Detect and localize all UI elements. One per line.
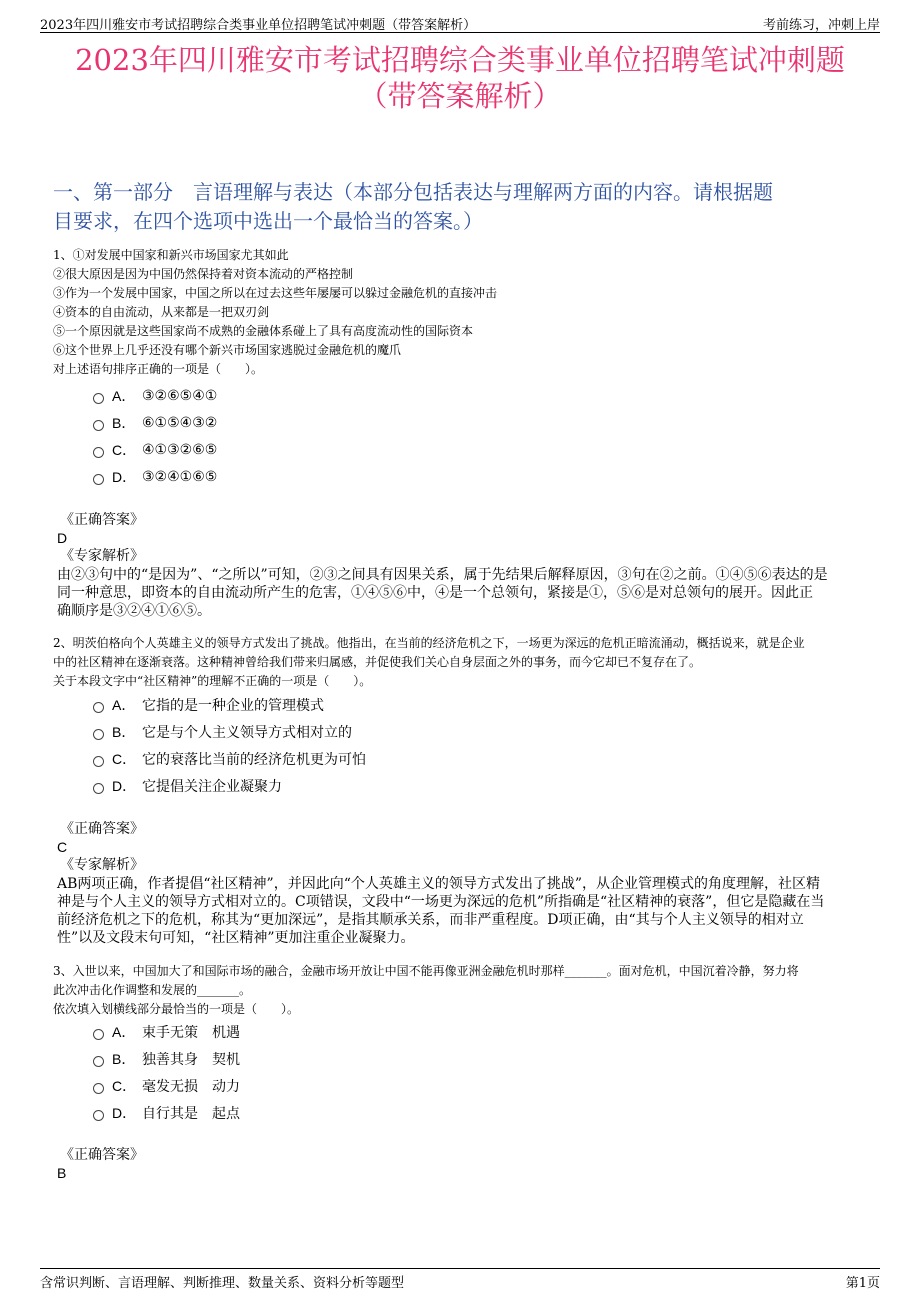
- analysis-line: 同一种意思，即资本的自由流动所产生的危害，①④⑤⑥中，④是一个总领句，紧接是①，⑤⑥是对总领句的展开。因此正: [57, 585, 813, 601]
- question-text-line: 1、①对发展中国家和新兴市场国家尤其如此: [53, 248, 289, 262]
- option-letter: C．: [112, 750, 137, 767]
- option-c[interactable]: [93, 1072, 240, 1099]
- option-d[interactable]: [93, 772, 366, 799]
- analysis-line: 神是与个人主义的领导方式相对立的。C项错误，文段中“一场更为深远的危机”所指确是“社区精神的衰落”，但它是隐藏在当: [57, 894, 825, 910]
- option-d[interactable]: [93, 463, 217, 490]
- option-letter: D．: [112, 1104, 137, 1121]
- analysis-line: 确顺序是③②④①⑥⑤。: [57, 603, 211, 619]
- option-a[interactable]: [93, 382, 217, 409]
- answer-label: 《正确答案》: [60, 1147, 144, 1163]
- section-heading-line-2: 目要求，在四个选项中选出一个最恰当的答案。）: [53, 209, 483, 233]
- radio-icon[interactable]: [93, 474, 104, 485]
- option-text: 它是与个人主义领导方式相对立的: [142, 724, 352, 741]
- answer-value: B: [57, 1165, 67, 1181]
- answer-value: C: [57, 839, 68, 855]
- option-text: 它指的是一种企业的管理模式: [142, 697, 324, 714]
- question-1-stem: [53, 246, 865, 379]
- page-number: 第1页: [845, 1276, 880, 1291]
- answer-label: 《正确答案》: [60, 821, 144, 837]
- option-b[interactable]: [93, 1045, 240, 1072]
- question-2-stem: [53, 634, 865, 691]
- question-text-line: 对上述语句排序正确的一项是（ ）。: [53, 362, 264, 376]
- option-a[interactable]: [93, 1018, 240, 1045]
- option-letter: C．: [112, 1077, 137, 1094]
- answer-block-3: [57, 1146, 144, 1182]
- option-text: 它提倡关注企业凝聚力: [142, 778, 282, 795]
- option-b[interactable]: [93, 409, 217, 436]
- option-text: ④①③②⑥⑤: [142, 441, 218, 458]
- question-1-options: [93, 382, 217, 490]
- option-letter: D．: [112, 468, 137, 485]
- option-d[interactable]: [93, 1099, 240, 1126]
- answer-block-1: [57, 511, 144, 565]
- option-text: 毫发无损 动力: [142, 1078, 240, 1095]
- question-text-line: ④资本的自由流动，从来都是一把双刃剑: [53, 305, 270, 319]
- answer-block-2: [57, 820, 144, 874]
- question-text-line: 依次填入划横线部分最恰当的一项是（ ）。: [53, 1002, 300, 1016]
- option-letter: B．: [112, 723, 136, 740]
- analysis-label: 《专家解析》: [60, 857, 144, 873]
- option-letter: A．: [112, 1023, 136, 1040]
- page-footer: [40, 1268, 880, 1289]
- question-text-line: 中的社区精神在逐渐衰落。这种精神曾给我们带来归属感，并促使我们关心自身层面之外的事务，而今它却已不复存在了。: [53, 655, 702, 669]
- header-doc-title: 2023年四川雅安市考试招聘综合类事业单位招聘笔试冲刺题（带答案解析）: [40, 18, 477, 33]
- option-b[interactable]: [93, 718, 366, 745]
- option-text: ⑥①⑤④③②: [142, 414, 218, 431]
- question-text-line: 此次冲击化作调整和发展的_______。: [53, 983, 252, 997]
- section-heading-line-1: 一、第一部分 言语理解与表达（本部分包括表达与理解两方面的内容。请根据题: [53, 180, 773, 204]
- radio-icon[interactable]: [93, 447, 104, 458]
- question-text-line: ②很大原因是因为中国仍然保持着对资本流动的严格控制: [53, 267, 354, 281]
- radio-icon[interactable]: [93, 702, 104, 713]
- analysis-line: 性”以及文段末句可知，“社区精神”更加注重企业凝聚力。: [57, 930, 415, 946]
- option-text: ③②④①⑥⑤: [142, 468, 218, 485]
- question-3-options: [93, 1018, 240, 1126]
- radio-icon[interactable]: [93, 393, 104, 404]
- radio-icon[interactable]: [93, 783, 104, 794]
- footer-note: 含常识判断、言语理解、判断推理、数量关系、资料分析等题型: [40, 1276, 405, 1291]
- question-text-line: 3、入世以来，中国加大了和国际市场的融合，金融市场开放让中国不能再像亚洲金融危机时那样_______。面对危机，中国沉着冷静，努力将: [53, 964, 799, 978]
- option-letter: D．: [112, 777, 137, 794]
- document-title: [40, 42, 880, 114]
- analysis-line: 由②③句中的“是因为”、“之所以”可知，②③之间具有因果关系，属于先结果后解释原因，③句在②之前。①④⑤⑥表达的是: [57, 567, 828, 583]
- option-text: 独善其身 契机: [142, 1051, 240, 1068]
- title-line-1: 2023年四川雅安市考试招聘综合类事业单位招聘笔试冲刺题: [75, 43, 845, 77]
- question-text-line: 关于本段文字中“社区精神”的理解不正确的一项是（ ）。: [53, 674, 372, 688]
- radio-icon[interactable]: [93, 1083, 104, 1094]
- option-letter: A．: [112, 387, 136, 404]
- header-slogan: 考前练习，冲刺上岸: [762, 18, 880, 33]
- question-text-line: 2、明茨伯格向个人英雄主义的领导方式发出了挑战。他指出，在当前的经济危机之下，一场更为深远的危机正暗流涌动，概括说来，就是企业: [53, 636, 805, 650]
- radio-icon[interactable]: [93, 420, 104, 431]
- option-c[interactable]: [93, 745, 366, 772]
- option-letter: C．: [112, 441, 137, 458]
- section-heading: [53, 178, 860, 236]
- option-text: ③②⑥⑤④①: [142, 387, 218, 404]
- option-text: 它的衰落比当前的经济危机更为可怕: [142, 751, 366, 768]
- radio-icon[interactable]: [93, 729, 104, 740]
- radio-icon[interactable]: [93, 1056, 104, 1067]
- answer-value: D: [57, 530, 68, 546]
- analysis-label: 《专家解析》: [60, 548, 144, 564]
- option-a[interactable]: [93, 691, 366, 718]
- option-letter: B．: [112, 414, 136, 431]
- question-3-stem: [53, 962, 865, 1019]
- radio-icon[interactable]: [93, 756, 104, 767]
- question-text-line: ③作为一个发展中国家，中国之所以在过去这些年屡屡可以躲过金融危机的直接冲击: [53, 286, 498, 300]
- question-2-options: [93, 691, 366, 799]
- analysis-2: [57, 875, 867, 947]
- question-text-line: ⑤一个原因就是这些国家尚不成熟的金融体系碰上了具有高度流动性的国际资本: [53, 324, 474, 338]
- radio-icon[interactable]: [93, 1029, 104, 1040]
- answer-label: 《正确答案》: [60, 512, 144, 528]
- option-text: 自行其是 起点: [142, 1105, 240, 1122]
- title-line-2: （带答案解析）: [358, 79, 562, 113]
- analysis-1: [57, 566, 867, 620]
- radio-icon[interactable]: [93, 1110, 104, 1121]
- option-c[interactable]: [93, 436, 217, 463]
- option-text: 束手无策 机遇: [142, 1024, 240, 1041]
- analysis-line: AB两项正确，作者提倡“社区精神”，并因此向“个人英雄主义的领导方式发出了挑战”，从企业管理模式的角度理解，社区精: [57, 876, 821, 892]
- option-letter: A．: [112, 696, 136, 713]
- option-letter: B．: [112, 1050, 136, 1067]
- question-text-line: ⑥这个世界上几乎还没有哪个新兴市场国家逃脱过金融危机的魔爪: [53, 343, 402, 357]
- page-header: [40, 12, 880, 33]
- analysis-line: 前经济危机之下的危机，称其为“更加深远”，是指其顺承关系，而非严重程度。D项正确，由“其与个人主义领导的相对立: [57, 912, 804, 928]
